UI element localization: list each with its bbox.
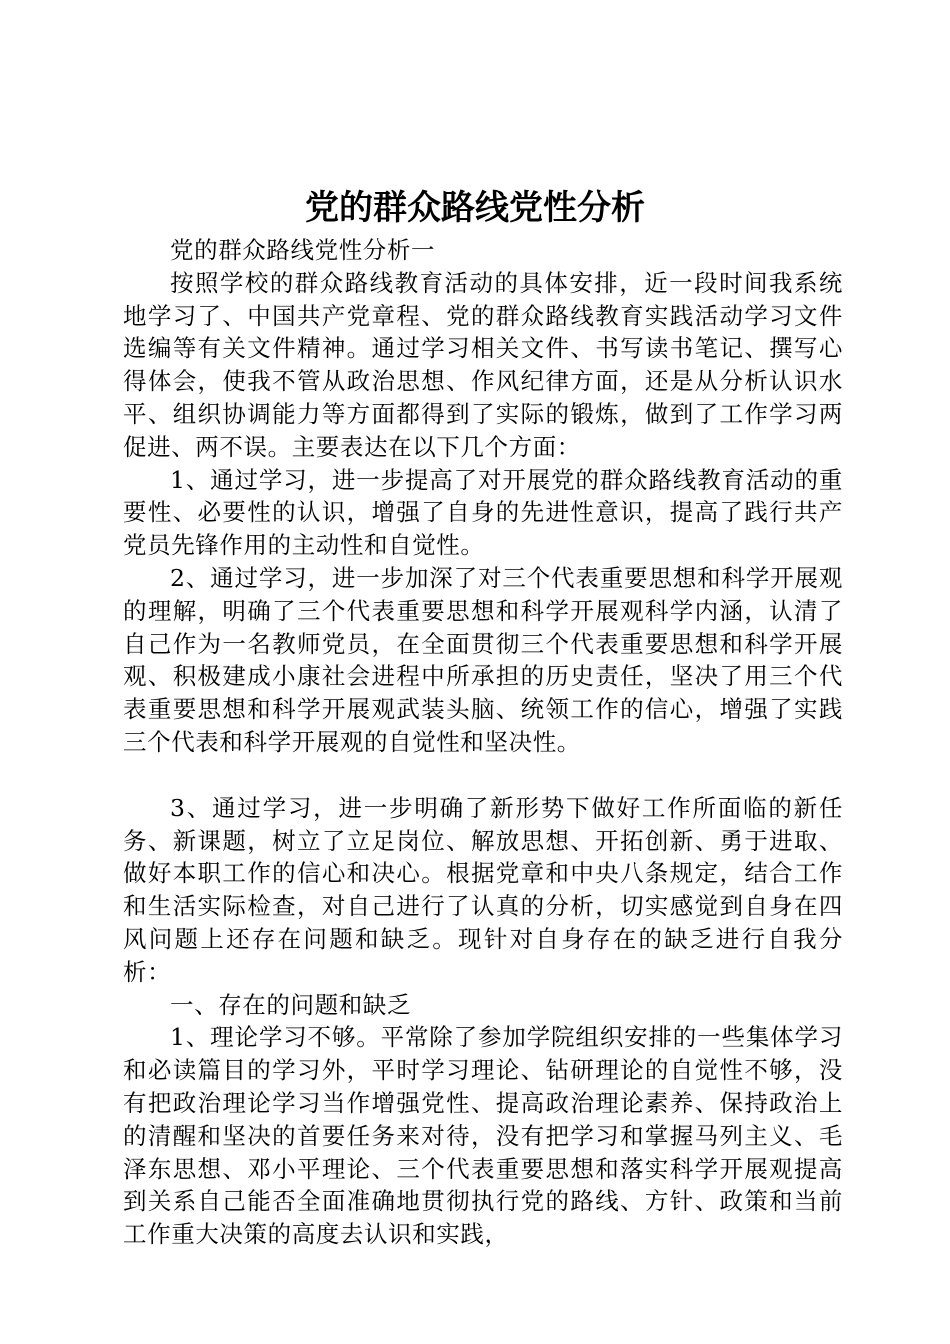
document-title: 党的群众路线党性分析 <box>305 188 645 228</box>
paragraph-spacer <box>123 759 843 792</box>
paragraph-intro: 按照学校的群众路线教育活动的具体安排，近一段时间我系统地学习了、中国共产党章程、党的群众路线教育实践活动学习文件选编等有关文件精神。通过学习相关文件、书写读书笔记、撰写心得体会，使我不管从政治思想、作风纪律方面，还是从分析认识水平、组织协调能力等方面都得到了实际的锻炼，做到了工作学习两促进、两不误。主要表达在以下几个方面： <box>123 268 843 461</box>
document-body <box>123 234 843 1251</box>
paragraph-subtitle: 党的群众路线党性分析一 <box>170 236 436 264</box>
paragraph-point-3: 3、通过学习，进一步明确了新形势下做好工作所面临的新任务、新课题，树立了立足岗位、解放思想、开拓创新、勇于进取、做好本职工作的信心和决心。根据党章和中央八条规定，结合工作和生活实际检查，对自己进行了认真的分析，切实感觉到自身在四风问题上还存在问题和缺乏。现针对自身存在的缺乏进行自我分析： <box>123 793 843 986</box>
paragraph-problem-1: 1、理论学习不够。平常除了参加学院组织安排的一些集体学习和必读篇目的学习外，平时学习理论、钻研理论的自觉性不够，没有把政治理论学习当作增强党性、提高政治理论素养、保持政治上的清醒和坚决的首要任务来对待，没有把学习和掌握马列主义、毛泽东思想、邓小平理论、三个代表重要思想和落实科学开展观提高到关系自己能否全面准确地贯彻执行党的路线、方针、政策和当前工作重大决策的高度去认识和实践， <box>123 1023 843 1249</box>
paragraph-point-1: 1、通过学习，进一步提高了对开展党的群众路线教育活动的重要性、必要性的认识，增强了自身的先进性意识，提高了践行共产党员先锋作用的主动性和自觉性。 <box>123 465 843 560</box>
section-heading-problems: 一、存在的问题和缺乏 <box>170 990 411 1019</box>
paragraph-point-2: 2、通过学习，进一步加深了对三个代表重要思想和科学开展观的理解，明确了三个代表重要思想和科学开展观科学内涵，认清了自己作为一名教师党员，在全面贯彻三个代表重要思想和科学开展观、积极建成小康社会进程中所承担的历史责任，坚决了用三个代表重要思想和科学开展观武装头脑、统领工作的信心，增强了实践三个代表和科学开展观的自觉性和坚决性。 <box>123 563 843 756</box>
